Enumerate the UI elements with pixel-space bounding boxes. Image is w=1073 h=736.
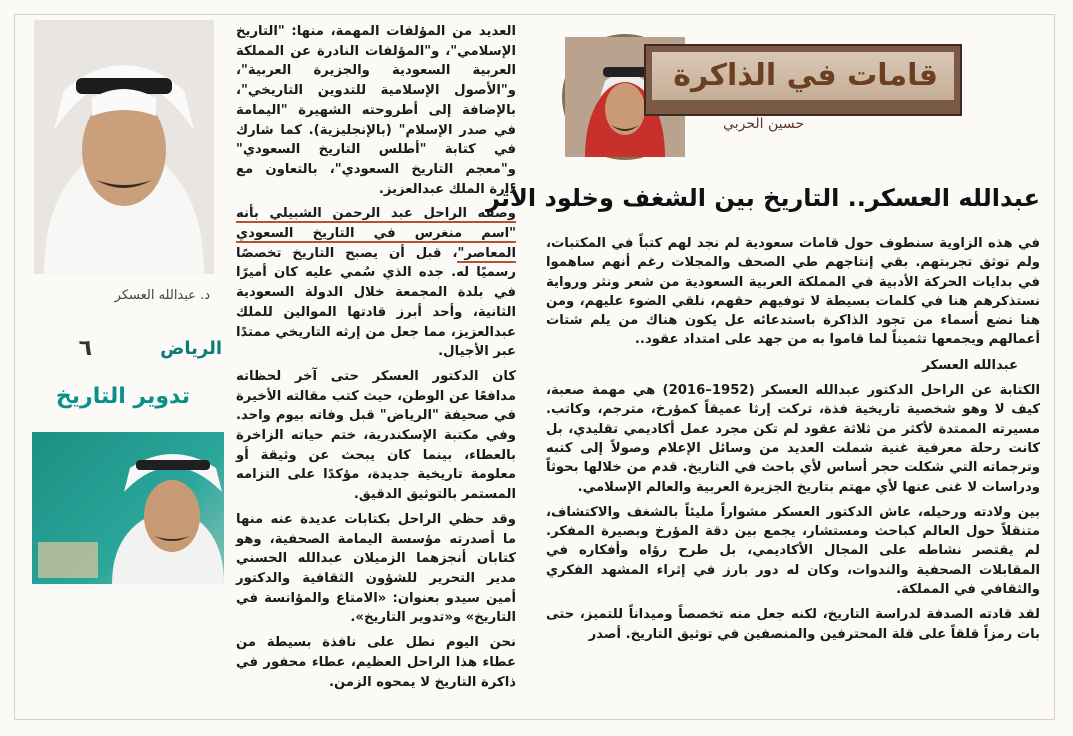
paragraph: نحن اليوم نطل على نافذة بسيطة من عطاء هذا الراحل العظيم، عطاء محفور في ذاكرة التاريخ لا يمحوه الزمن.: [236, 635, 516, 690]
article-body-right: [546, 234, 1040, 650]
logo-name: الرياض: [160, 338, 222, 359]
paragraph: وقد حظي الراحل بكتابات عديدة عنه منها ما أصدرته مؤسسة اليمامة الصحفية، وهو كتابان أنجزهما الزميلان عبدالله الحسني مدير التحرير للشؤون الثقافية والدكتور أمين سيدو بعنوان: «الامتاع والمؤانسة في التاريخ» و«تدوير التاريخ».: [236, 511, 516, 626]
main-column: [486, 16, 1054, 720]
paragraph: في هذه الزاوية سنطوف حول قامات سعودية لم نجد لهم كتباً في المكتبات، ولم توثق تجربتهم. بقي إنتاجهم طي الصحف والمجلات رغم أنهم ساهموا في بدايات الحركة الأدبية في المملكة العربية السعودية من شعر ونثر ورواية نستذكرهم هنا في كلمات بسيطة لا توفيهم حقهم، نلقي الضوء عليهم، ومن هنا نضع أسماء من تجود الذاكرة باستدعائه عل يكون هناك من يلم شتات أعمالهم ويجمعها تثميناً لما قاموا به من جهد على امتداد عقود..: [546, 236, 1040, 348]
quote-paragraph: [236, 204, 516, 362]
column-banner: [644, 44, 962, 116]
middle-column: [232, 16, 524, 720]
quote-continuation: ، قبل أن يصبح التاريخ تخصصًا رسميًا له. جده الذي سُمي عليه كان أميرًا في بلدة المجمعة خلال الدولة السعودية الثانية، وأحد أبرز قادتها الموالين للملك عبدالعزيز، مما جعل من إرثه التاريخي ممتدًا عبر الأجيال.: [236, 245, 516, 360]
sidebar-column: [16, 16, 230, 720]
article-body-middle: [236, 22, 516, 697]
paragraph: العديد من المؤلفات المهمة، منها: "التاريخ الإسلامي"، و"المؤلفات النادرة عن المملكة العربية السعودية والجزيرة العربية"، و"الأصول الإسلامية للتدوين التاريخي"، بالإضافة إلى أطروحته الشهيرة "اليمامة في صدر الإسلام" (بالإنجليزية). كما شارك في كتابة "أطلس التاريخ السعودي" و"معجم التاريخ السعودي"، بالتعاون مع دارة الملك عبدالعزيز.: [236, 24, 516, 197]
book-title: تدوير التاريخ: [55, 384, 190, 409]
photo-caption: د. عبدالله العسكر: [114, 288, 210, 303]
underlined-quote: "اسم منغرس في التاريخ السعودي المعاصر": [236, 226, 516, 261]
book-cover: [32, 432, 224, 584]
underlined-quote-lead: وصفه الراحل عبد الرحمن الشبيلي بأنه: [236, 206, 516, 222]
column-title: قامات في الذاكرة: [673, 58, 938, 93]
paragraph: لقد قادته الصدفة لدراسة التاريخ، لكنه جعل منه تخصصاً وميداناً للتميز، حتى بات رمزاً قلقاً على قلة المحترفين والمنصفين في توثيق التاريخ. أصدر: [546, 607, 1040, 642]
anniversary-mark: ٦: [78, 336, 92, 361]
newspaper-logo: [46, 334, 222, 374]
article-headline: عبدالله العسكر.. التاريخ بين الشغف وخلود الأثر: [486, 184, 1040, 212]
subheading: عبدالله العسكر: [922, 357, 1018, 373]
paragraph: بين ولادته ورحيله، عاش الدكتور العسكر مشواراً مليئاً بالشغف والاكتشاف، متنقلاً حول العالم كباحث ومستشار، يجمع بين دقة المؤرخ وبصيرة المفكر. لم يقتصر نشاطه على المجال الأكاديمي، بل طرح رؤاه وأفكاره في المقابلات الصحفية والندوات، وكان له دور بارز في إثراء المشهد الفكري والثقافي في المملكة.: [546, 504, 1040, 598]
author-name: حسين الحربي: [723, 116, 804, 132]
paragraph: كان الدكتور العسكر حتى آخر لحظاته مدافعًا عن الوطن، حيث كتب مقالته الأخيرة في صحيفة "الرياض" قبل وفاته بيوم واحد. وفي مكتبة الإسكندرية، ختم حياته الزاخرة بالعطاء، بينما كان يبحث عن وثيقة أو معلومة تاريخية جديدة، مؤكدًا على التزامه المستمر بالتوثيق الدقيق.: [236, 368, 516, 503]
paragraph: الكتابة عن الراحل الدكتور عبدالله العسكر (1952–2016) هي مهمة صعبة، كيف لا وهو شخصية تاريخية فذة، تركت إرثا عميقاً كمؤرخ، مترجم، وكاتب. مسيرته الممتدة لأكثر من ثلاثة عقود لم تكن مجرد عمل أكاديمي تقليدي، بل كانت رحلة معرفية غنية شملت العديد من وسائل الإعلام وصولاً إلى كتبه وترجماته التي شكلت حجر أساس لأي باحث في التاريخ. قدم من خلالها بحوثاً ودراسات لا غنى عنها لأي مهتم بتاريخ الجزيرة العربية والعالم الإسلامي.: [546, 383, 1040, 495]
subject-photo: [34, 20, 214, 274]
column-banner-inner: [652, 52, 954, 100]
